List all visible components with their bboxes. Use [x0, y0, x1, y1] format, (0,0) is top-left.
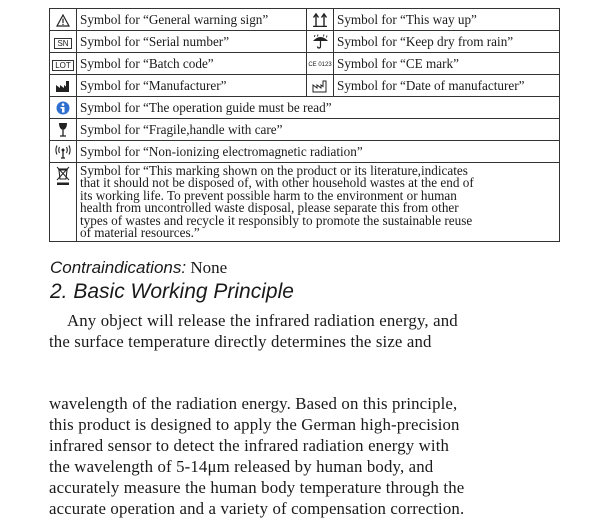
weee-line: health from uncontrolled waste disposal, please separate this from other — [80, 200, 459, 216]
crossed-bin-icon — [50, 163, 77, 242]
paragraph-line: infrared sensor to detect the infrared radiation energy with — [49, 436, 450, 455]
non-ionizing-label: Symbol for “Non-ionizing electromagnetic radiation” — [77, 141, 560, 163]
table-row — [50, 163, 560, 242]
weee-description — [77, 163, 560, 242]
table-row — [50, 75, 560, 97]
symbol-table — [49, 8, 560, 242]
contraindications — [50, 258, 227, 278]
table-row — [50, 141, 560, 163]
batch-code-icon — [50, 53, 77, 75]
table-row — [50, 31, 560, 53]
keep-dry-label: Symbol for “Keep dry from rain” — [334, 31, 560, 53]
paragraph-line: wavelength of the radiation energy. Based on this principle, — [49, 394, 458, 413]
paragraph-line: accurately measure the human body temperature through the — [49, 478, 465, 497]
factory-icon — [50, 75, 77, 97]
paragraph-continued — [49, 393, 569, 519]
weee-line: its working life. To prevent possible harm to the environment or human — [80, 187, 457, 203]
manufacturer-label: Symbol for “Manufacturer” — [77, 75, 307, 97]
paragraph-line: the wavelength of 5-14μm released by human body, and — [49, 457, 434, 476]
paragraph-line: Any object will release the infrared radiation energy, and — [67, 311, 458, 330]
paragraph-line: the surface temperature directly determines the size and — [49, 332, 432, 351]
contraindications-label: Contraindications: — [50, 258, 187, 277]
section-heading: 2. Basic Working Principle — [50, 280, 294, 303]
date-of-manufacture-icon — [307, 75, 334, 97]
lot-box: LOT — [52, 60, 74, 71]
operation-guide-icon — [50, 97, 77, 119]
table-row — [50, 119, 560, 141]
radiation-antenna-icon — [50, 141, 77, 163]
paragraph-line: accurate operation and a variety of compensation correction. — [49, 499, 465, 518]
weee-line: types of wastes and recycle it responsibly to promote the sustainable reuse — [80, 212, 473, 228]
date-of-manufacturer-label: Symbol for “Date of manufacturer” — [334, 75, 560, 97]
sn-box: SN — [54, 38, 71, 49]
paragraph-line: this product is designed to apply the German high-precision — [49, 415, 460, 434]
fragile-glass-icon — [50, 119, 77, 141]
contraindications-value: None — [190, 258, 228, 277]
weee-line: that it should not be disposed of, with other household wastes at the end of — [80, 175, 474, 191]
ce-mark-label: Symbol for “CE mark” — [334, 53, 560, 75]
table-row — [50, 97, 560, 119]
table-row — [50, 53, 560, 75]
batch-code-label: Symbol for “Batch code” — [77, 53, 307, 75]
weee-line: of material resources.” — [80, 225, 200, 241]
weee-line: Symbol for “This marking shown on the product or its literature,indicates — [80, 163, 468, 178]
paragraph-intro — [49, 310, 569, 352]
table-row — [50, 9, 560, 31]
ce-mark-icon — [307, 53, 334, 75]
general-warning-label: Symbol for “General warning sign” — [77, 9, 307, 31]
fragile-label: Symbol for “Fragile,handle with care” — [77, 119, 560, 141]
ce-mark-text: CE 0123 — [308, 62, 332, 68]
serial-number-icon — [50, 31, 77, 53]
this-way-up-label: Symbol for “This way up” — [334, 9, 560, 31]
umbrella-icon — [307, 31, 334, 53]
warning-triangle-icon — [50, 9, 77, 31]
operation-guide-label: Symbol for “The operation guide must be read” — [77, 97, 560, 119]
this-way-up-icon — [307, 9, 334, 31]
serial-number-label: Symbol for “Serial number” — [77, 31, 307, 53]
